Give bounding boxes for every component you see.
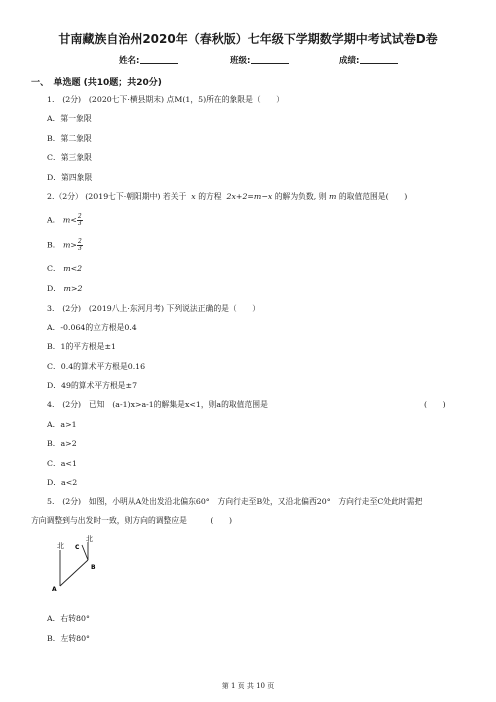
fraction-two-thirds [77,214,83,227]
q4-option-b: B．a>2 [47,439,77,448]
q1-option-b: B．第二象限 [47,134,92,143]
fraction-denominator: 3 [77,220,82,227]
north-label-a: 北 [57,542,64,550]
direction-diagram [48,535,118,593]
score-blank [360,55,398,64]
segment-bc [82,545,88,560]
q2-option-d-rel: m>2 [63,284,83,293]
q1-stem: 1. (2分) (2020七下·横县期末) 点M(1，5)所在的象限是（ ） [47,95,285,104]
q5-stem-line1: 5. (2分) 如图，小明从A处出发沿北偏东60° 方向行走至B处，又沿北偏西20° 方向行走至C处此时需把 [47,497,423,506]
fraction-denominator: 3 [77,245,82,252]
point-b-label: B [91,564,96,571]
q3-option-a: A．-0.064的立方根是0.4 [47,323,137,332]
section-heading: 一、 单选题 (共10题；共20分) [31,78,162,88]
name-field [119,54,178,66]
q2-option-c-label: C． [47,264,61,273]
point-c-label: C [75,544,80,551]
fraction-two-thirds [77,239,83,252]
q2-equation: 2x+2=m−x [226,192,273,201]
q2-option-b-label: B． [47,240,61,250]
q5-option-a: A．右转80° [47,614,90,623]
q2-option-c-rel: m<2 [63,264,83,273]
q1-option-d: D．第四象限 [47,173,93,182]
q2-stem-c: 的解为负数, 则 [274,192,327,201]
q4-option-a: A．a>1 [47,420,77,429]
q2-stem [47,192,407,202]
q2-option-a [47,214,83,227]
q2-stem-b: 的方程 [198,192,222,201]
q2-var-x: x [191,192,196,201]
q2-option-b-rel: m> [63,240,77,250]
q2-option-d-label: D． [47,284,62,293]
q1-option-a: A．第一象限 [47,114,92,123]
segment-ab [60,560,88,586]
q2-option-d [47,284,82,294]
page-footer: 第 1 页 共 10 页 [221,682,275,690]
fraction-numerator: 2 [77,213,82,220]
q3-option-d: D．49的算术平方根是±7 [47,381,138,390]
q2-var-m: m [328,192,337,201]
q2-option-a-rel: m< [62,215,77,225]
q4-stem: 4. (2分) 已知 (a-1)x>a-1的解集是x<1，则a的取值范围是 [47,400,268,409]
q2-stem-d: 的取值范围是( ) [338,192,408,201]
q1-option-c: C．第三象限 [47,153,92,162]
north-label-b: 北 [86,535,93,543]
q4-option-d: D．a<2 [47,478,78,487]
fraction-numerator: 2 [77,238,82,245]
q3-option-c: C．0.4的算术平方根是0.16 [47,362,146,371]
name-label: 姓名: [119,56,140,66]
q2-option-a-label: A． [47,215,61,225]
q3-stem: 3. (2分) (2019八上·东河月考) 下列说法正确的是（ ） [47,304,261,313]
class-label: 班级: [230,56,251,66]
score-field [339,54,398,66]
class-blank [251,55,289,64]
q2-stem-a: 2.（2分） (2019七下·朝阳期中) 若关于 [47,192,187,201]
q2-option-b [47,239,83,252]
score-label: 成绩: [339,56,360,66]
class-field [230,54,289,66]
q4-option-c: C．a<1 [47,459,77,468]
q2-option-c [47,264,82,274]
name-blank [140,55,178,64]
q3-option-b: B．1的平方根是±1 [47,342,116,351]
exam-title: 甘南藏族自治州2020年（春秋版）七年级下学期数学期中考试试卷D卷 [58,32,438,46]
q5-option-b: B．左转80° [47,634,90,643]
q4-answer-paren: ( ) [424,400,446,409]
point-a-label: A [52,586,57,593]
q5-stem-line2: 方向调整到与出发时一致，则方向的调整应是 ( ) [31,516,233,525]
